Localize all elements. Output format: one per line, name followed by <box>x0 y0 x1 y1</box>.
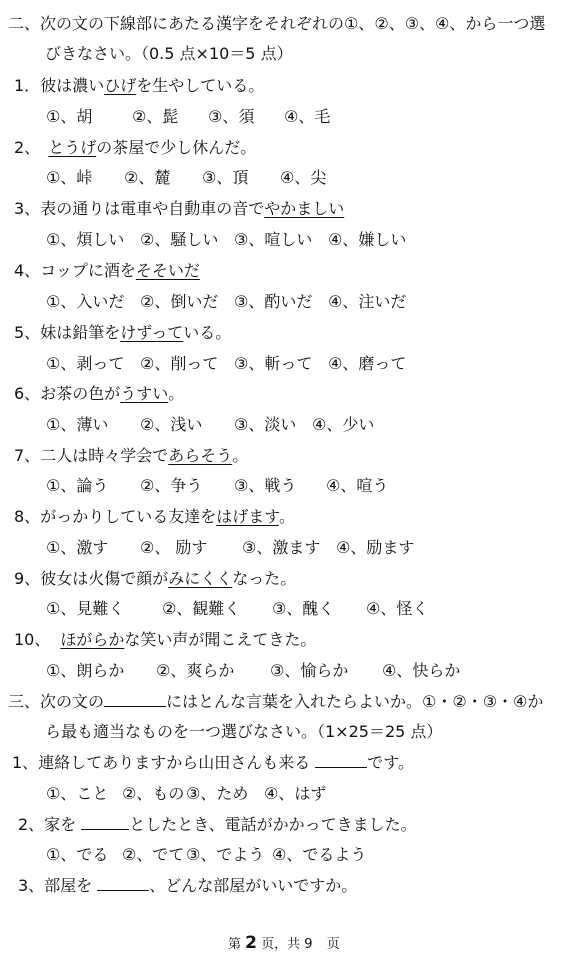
answer-blank <box>81 815 129 830</box>
question-text: 、どんな部屋がいいですか。 <box>149 876 358 895</box>
option-1: ①、こと <box>46 784 109 803</box>
option-4: ④、少い <box>312 415 375 434</box>
answer-blank <box>97 876 149 891</box>
option-4: ④、尖 <box>280 168 327 187</box>
question-text: 部屋を <box>44 876 98 895</box>
question-1 <box>14 76 264 96</box>
option-1: ①、入いだ <box>46 292 125 311</box>
option-4: ④、注いだ <box>328 292 407 311</box>
option-3: ③、淡い <box>234 415 297 434</box>
question-10 <box>14 630 316 650</box>
question-text: なった。 <box>232 569 297 588</box>
option-4: ④、はず <box>264 784 327 803</box>
question-text: 二人は時々学会で <box>40 446 169 465</box>
option-3: ③、醜く <box>272 599 335 618</box>
option-2: ②、爽らか <box>156 661 235 680</box>
question-number: 2、 <box>18 815 45 834</box>
page-number: 2 <box>245 933 257 953</box>
option-2: ②、でて <box>122 845 185 864</box>
underlined-word: やかましい <box>264 199 345 218</box>
option-1: ①、胡 <box>46 107 93 126</box>
option-2: ②、観難く <box>162 599 241 618</box>
s3-question-1 <box>12 753 414 773</box>
option-2: ②、争う <box>140 476 203 495</box>
option-1: ①、峠 <box>46 168 93 187</box>
option-2: ②、浅い <box>140 415 203 434</box>
option-3: ③、ため <box>186 784 249 803</box>
option-1: ①、朗らか <box>46 661 125 680</box>
option-4: ④、喧う <box>326 476 389 495</box>
question-text: 連絡してありますから山田さんも来る <box>38 753 316 772</box>
option-1: ①、剥って <box>46 354 125 373</box>
s3-question-2 <box>18 815 417 835</box>
question-number: 6、 <box>14 384 41 403</box>
option-4: ④、怪く <box>366 599 429 618</box>
question-text: いる。 <box>183 323 232 342</box>
question-2 <box>14 138 256 158</box>
question-number: 9、 <box>14 569 41 588</box>
option-1: ①、見難く <box>46 599 125 618</box>
option-2: ②、 励す <box>140 538 208 557</box>
option-1: ①、論う <box>46 476 109 495</box>
answer-blank <box>315 753 367 768</box>
option-2: ②、削って <box>140 354 219 373</box>
option-3: ③、斬って <box>234 354 313 373</box>
option-3: ③、喧しい <box>234 230 313 249</box>
question-number: 1． <box>14 76 41 95</box>
question-text: がっかりしている友達を <box>40 507 217 526</box>
question-text: 。 <box>278 507 295 526</box>
option-1: ①、煩しい <box>46 230 125 249</box>
question-text: 。 <box>232 446 249 465</box>
underlined-word: とうげ <box>48 138 97 157</box>
page-footer: 第 2 页，共 9 页 <box>228 933 340 953</box>
s3-question-3 <box>18 876 357 896</box>
option-3: ③、須 <box>208 107 255 126</box>
option-2: ②、騒しい <box>140 230 219 249</box>
question-text: な笑い声が聞こえてきた。 <box>124 630 317 649</box>
underlined-word: あらそう <box>168 446 233 465</box>
question-number: 8、 <box>14 507 41 526</box>
option-1: ①、薄い <box>46 415 109 434</box>
question-number: 7、 <box>14 446 41 465</box>
question-5 <box>14 323 231 343</box>
section3-heading-line1: 三、次の文の にはとんな言葉を入れたらよいか。①・②・③・④か <box>8 692 544 711</box>
question-text: です。 <box>367 753 415 772</box>
option-3: ③、愉らか <box>270 661 349 680</box>
question-number: 3、 <box>18 876 45 895</box>
question-number: 1、 <box>12 753 39 772</box>
question-number: 5、 <box>14 323 41 342</box>
underlined-word: そそいだ <box>135 261 200 280</box>
question-text: 妹は鉛筆を <box>40 323 121 342</box>
section2-heading-line2: びきなさい。（0.5 点×10＝5 点） <box>45 44 293 63</box>
section2-heading-line1: 二、次の文の下線部にあたる漢字をそれぞれの①、②、③、④、から一つ選 <box>8 14 546 33</box>
underlined-word: ひげ <box>104 76 137 95</box>
option-3: ③、戦う <box>234 476 297 495</box>
question-text: 彼は濃い <box>40 76 105 95</box>
option-2: ②、もの <box>122 784 185 803</box>
question-7 <box>14 446 248 466</box>
option-3: ③、酌いだ <box>234 292 313 311</box>
question-text: 。 <box>168 384 185 403</box>
underlined-word: うすい <box>120 384 169 403</box>
option-1: ①、でる <box>46 845 109 864</box>
question-text: の茶屋で少し休んだ。 <box>96 138 257 157</box>
underlined-word: はげます <box>216 507 279 526</box>
option-4: ④、毛 <box>284 107 331 126</box>
option-4: ④、でるよう <box>272 845 367 864</box>
question-text: 家を <box>44 815 82 834</box>
underlined-word: けずって <box>120 323 184 342</box>
option-2: ②、髭 <box>132 107 179 126</box>
question-8 <box>14 507 295 527</box>
question-text: コップに酒を <box>40 261 136 280</box>
option-3: ③、頂 <box>202 168 249 187</box>
underlined-word: みにくく <box>168 569 233 588</box>
option-4: ④、励ます <box>336 538 415 557</box>
option-3: ③、でよう <box>186 845 265 864</box>
option-4: ④、快らか <box>382 661 461 680</box>
question-number: 4、 <box>14 261 41 280</box>
option-4: ④、磨って <box>328 354 407 373</box>
question-text: としたとき、電話がかかってきました。 <box>129 815 417 834</box>
option-1: ①、激す <box>46 538 109 557</box>
question-9 <box>14 569 296 589</box>
question-text: 表の通りは電車や自動車の音で <box>40 199 265 218</box>
option-2: ②、倒いだ <box>140 292 219 311</box>
blank <box>104 692 166 707</box>
option-4: ④、嫌しい <box>328 230 407 249</box>
question-4 <box>14 261 200 281</box>
section3-heading-line2: ら最も適当なものを一つ選びなさい。（1×25＝25 点） <box>45 722 443 741</box>
question-text: 彼女は火傷で顔が <box>40 569 169 588</box>
question-number: 2、 <box>14 138 41 157</box>
underlined-word: ほがらか <box>60 630 125 649</box>
option-3: ③、激ます <box>242 538 321 557</box>
question-3 <box>14 199 344 219</box>
question-number: 10、 <box>14 630 51 649</box>
option-2: ②、麓 <box>124 168 171 187</box>
question-number: 3、 <box>14 199 41 218</box>
question-text: を生やしている。 <box>136 76 265 95</box>
question-6 <box>14 384 184 404</box>
question-text: お茶の色が <box>40 384 121 403</box>
